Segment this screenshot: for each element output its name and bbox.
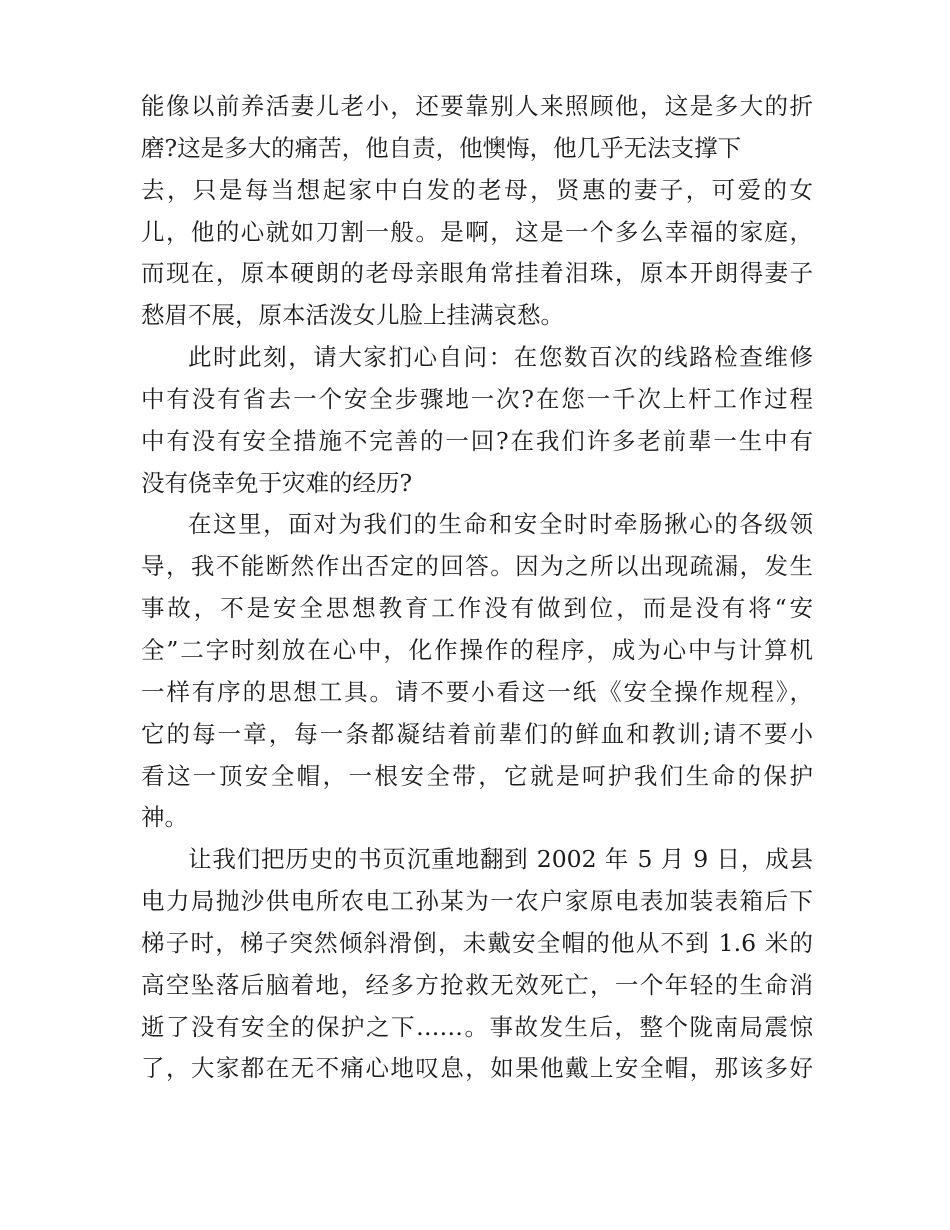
text-line: 能像以前养活妻儿老小，还要靠别人来照顾他，这是多大的折 — [141, 92, 813, 120]
text-line: 去，只是每当想起家中白发的老母，贤惠的妻子，可爱的女 — [141, 175, 813, 204]
text-line: 让我们把历史的书页沉重地翻到 2002 年 5 月 9 日，成县 — [188, 845, 813, 874]
text-line: 神。 — [141, 803, 188, 832]
text-line: 一样有序的思想工具。请不要小看这一纸《安全操作规程》， — [141, 677, 813, 706]
text-line: 此时此刻，请大家扪心自问：在您数百次的线路检查维修 — [188, 343, 813, 372]
text-line: 儿，他的心就如刀割一般。是啊，这是一个多么幸福的家庭， — [141, 217, 813, 246]
text-line: 中有没有省去一个安全步骤地一次?在您一千次上杆工作过程 — [141, 384, 813, 413]
text-line: 高空坠落后脑着地，经多方抢救无效死亡，一个年轻的生命消 — [141, 970, 813, 999]
document-body — [141, 86, 813, 1090]
text-line: 全”二字时刻放在心中，化作操作的程序，成为心中与计算机 — [141, 635, 813, 664]
text-line: 导，我不能断然作出否定的回答。因为之所以出现疏漏，发生 — [141, 552, 813, 581]
text-line: 电力局抛沙供电所农电工孙某为一农户家原电表加装表箱后下 — [141, 887, 813, 916]
text-line: 而现在，原本硬朗的老母亲眼角常挂着泪珠，原本开朗得妻子 — [141, 259, 813, 288]
text-line: 事故，不是安全思想教育工作没有做到位，而是没有将“安 — [141, 594, 813, 623]
text-line: 了，大家都在无不痛心地叹息，如果他戴上安全帽，那该多好 — [141, 1054, 813, 1083]
text-line: 中有没有安全措施不完善的一回?在我们许多老前辈一生中有 — [141, 426, 813, 455]
text-line: 梯子时，梯子突然倾斜滑倒，未戴安全帽的他从不到 1.6 米的 — [141, 928, 813, 957]
text-line: 在这里，面对为我们的生命和安全时时牵肠揪心的各级领 — [188, 510, 813, 539]
text-line: 看这一顶安全帽，一根安全带，它就是呵护我们生命的保护 — [141, 761, 813, 790]
text-line: 磨?这是多大的痛苦，他自责，他懊悔，他几乎无法支撑下 — [141, 133, 742, 162]
text-line: 没有侥幸免于灾难的经历? — [141, 468, 413, 497]
text-line: 愁眉不展，原本活泼女儿脸上挂满哀愁。 — [141, 301, 564, 330]
text-line: 它的每一章，每一条都凝结着前辈们的鲜血和教训;请不要小 — [141, 719, 813, 748]
text-line: 逝了没有安全的保护之下……。事故发生后，整个陇南局震惊 — [141, 1012, 813, 1041]
